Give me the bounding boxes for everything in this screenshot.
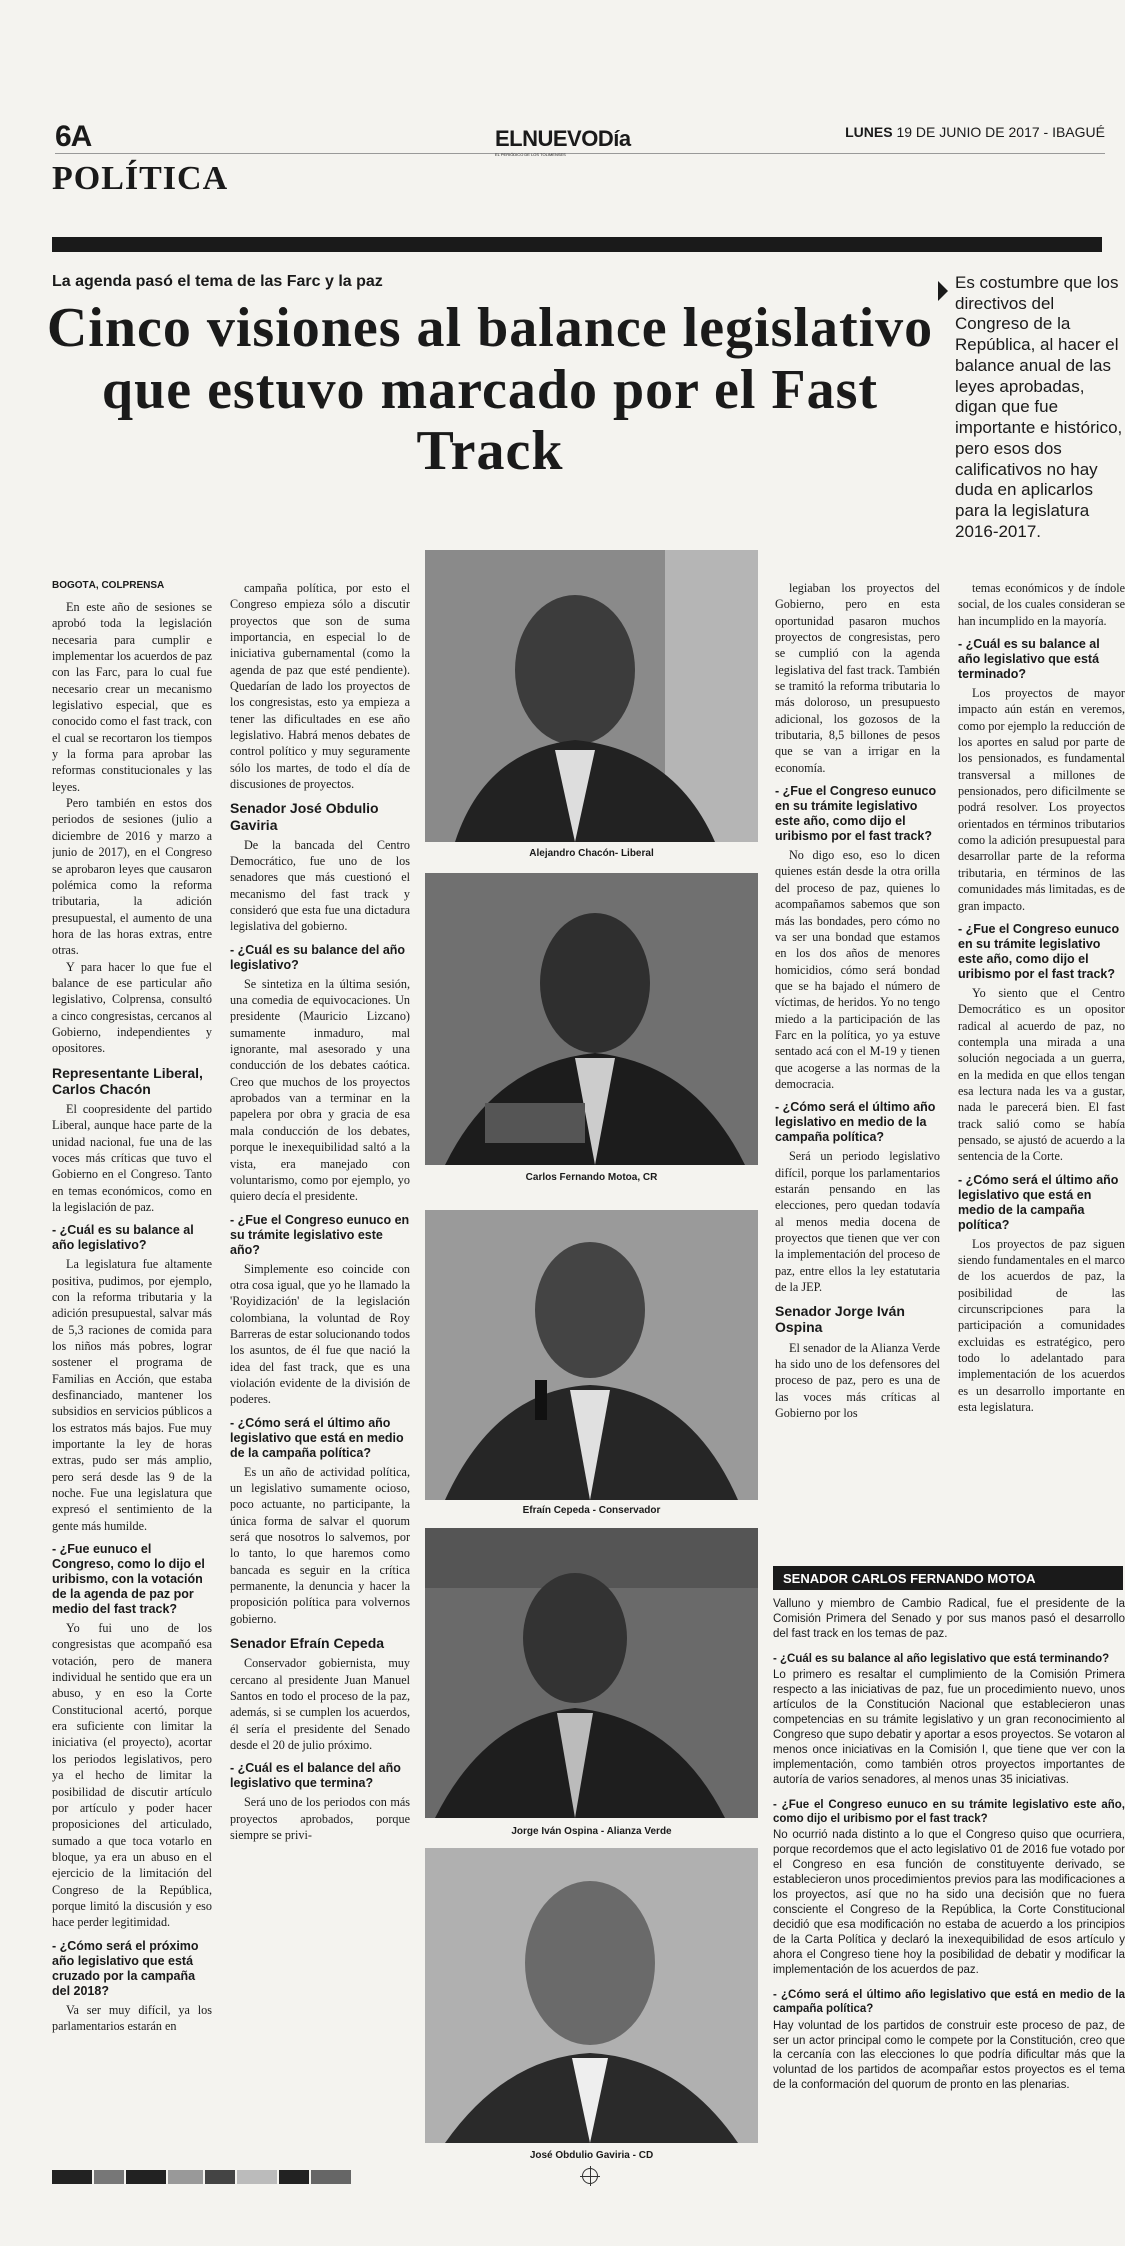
subhead: Senador Jorge Iván Ospina — [775, 1303, 905, 1336]
paragraph: Conservador gobiernista, muy cercano al presidente Juan Manuel Santos en todo el proceso de la paz, además, si se cumplen los acuerdos, él sería el presidente del Senado desde el 20 de julio próximo. — [230, 1656, 410, 1752]
question: - ¿Fue el Congreso eunuco en su trámite legislativo este año, como dijo el uribismo por el fast track? — [958, 921, 1120, 981]
paragraph: Pero también en estos dos periodos de sesiones (julio a diciembre de 2016 y marzo a junio de 2017), en el Congreso se aprobaron leyes que causaron polémica como la reforma tributaria, la adición presupuestal, el aumento de una hora de las horas extras, entre otras. — [52, 796, 212, 958]
question: - ¿Cuál es el balance del año legislativo que termina? — [230, 1761, 401, 1791]
answer: No digo eso, eso lo dicen quienes están desde la otra orilla del proceso de paz, quienes lo acompañamos sabemos que son más las bondades, pero cómo no va ser una bondad que estamos en los dos años de menores homicidios, cómo será bondad que se ha bajado el número de víctimas, de heridos. Yo no tengo miedo a la participación de las Farc en la política, yo ya estuve sentado acá con el M-19 y tienen que acogerse a las normas de la democracia. — [775, 848, 940, 1091]
question: - ¿Cuál es su balance del año legislativo? — [230, 942, 406, 972]
box-question: - ¿Cómo será el último año legislativo que está en medio de la campaña política? — [773, 1988, 1125, 2016]
question: - ¿Fue el Congreso eunuco en su trámite legislativo este año? — [230, 1212, 410, 1257]
answer: Se sintetiza en la última sesión, una comedia de equivocaciones. Un presidente (Mauricio Lizcano) sumamente inmaduro, mal ignorante, mal asesorado y una conducción de los debates caótica. Creo que muchos de los proyectos aprobados van a terminar en la papelera por obra y gracia de esa mala conducción de los debates, porque le inexequibilidad saltó a la vista, era manejado con voluntarismo, como por ejemplo, yo quiero decía el presidente. — [230, 976, 410, 1204]
answer: Los proyectos de mayor impacto aún están en veremos, como por ejemplo la reducción de los aportes en salud por parte de los pensionados, es fundamental transversal a millones de pensionados, pero dificilmente se podrá resolver. Los proyectos orientados en términos tributarios como la adición presupuestal para desarrollar parte de la reforma tributaria, en términos de las comunidades más limitadas, es de gran impacto. — [958, 686, 1125, 913]
answer: Simplemente eso coincide con otra cosa igual, que yo he llamado la 'Royidización' de la legislación colombiana, la voluntad de Roy Barreras de estar solucionando todos los asuntos, de él fue que nació la idea del fast track, que es una violación evidente de la división de poderes. — [230, 1261, 410, 1407]
article-column-1 — [52, 580, 212, 2150]
answer: Es un año de actividad política, un legislativo sumamente ocioso, poco actuante, no participante, la única forma de salvar el quorum será que nosotros lo salvemos, por lo tanto, lo que haremos como bancada es seguir en la crítica permanente, la denuncia y hacer la proposición política para volvernos gobierno. — [230, 1464, 410, 1626]
subhead: Senador José Obdulio Gaviria — [230, 800, 379, 833]
newspaper-logo: ELNUEVODía EL PERIÓDICO DE LOS TOLIMENSES — [495, 126, 631, 157]
section-rule — [52, 237, 1102, 252]
box-answer: Hay voluntad de los partidos de construir este proceso de paz, de ser un actor principal como le compete por la Constitución, creo que la cercanía con las elecciones lo que podría dificultar más que la voluntad de los partidos de acompañar estos proyectos es el tema de la conformación del quorum de pronto en las plenarias. — [773, 2019, 1125, 2092]
triangle-icon — [938, 281, 948, 301]
answer: Los proyectos de paz siguen siendo fundamentales en el marco de los acuerdos de paz, la posibilidad de las circunscripciones para la participación a comunidades excluidas es estratégico, pero todo lo adelantado para implementación de los acuerdos es un desarrollo importante en esta legislatura. — [958, 1236, 1125, 1415]
question: - ¿Cuál es su balance al año legislativo que está terminado? — [958, 637, 1100, 682]
question: - ¿Cómo será el último año legislativo que está en medio de la campaña política? — [230, 1415, 404, 1460]
headline: Cinco visiones al balance legislativo que estuvo marcado por el Fast Track — [46, 297, 934, 483]
answer: Será un periodo legislativo difícil, porque los parlamentarios estarán pensando en las elecciones, pero quedan todavía al menos media docena de proyectos que tienen que ver con la implementación del proceso de paz, entre ellos la ley estatutaria de la JEP. — [775, 1149, 940, 1295]
interview-box-title: SENADOR CARLOS FERNANDO MOTOA — [773, 1566, 1123, 1590]
photo-caption: Jorge Iván Ospina - Alianza Verde — [511, 1826, 672, 1837]
question: - ¿Cómo será el último año legislativo que está en medio de la campaña política? — [958, 1172, 1119, 1232]
article-column-3 — [775, 580, 940, 1555]
question: - ¿Cuál es su balance al año legislativo? — [52, 1223, 194, 1253]
portrait-photo — [425, 1848, 758, 2143]
box-intro: Valluno y miembro de Cambio Radical, fue el presidente de la Comisión Primera del Senado y por sus manos pasó el desarrollo del fast track en los temas de paz. — [773, 1598, 1125, 1640]
portrait-photo — [425, 550, 758, 842]
issue-date: LUNES 19 DE JUNIO DE 2017 - IBAGUÉ — [845, 124, 1105, 140]
photo-caption: José Obdulio Gaviria - CD — [529, 2150, 654, 2161]
box-question: - ¿Cuál es su balance al año legislativo que está terminando? — [773, 1652, 1110, 1665]
portrait-photo — [425, 1210, 758, 1500]
box-answer: No ocurrió nada distinto a lo que el Congreso quiso que ocurriera, porque recordemos que el acto legislativo 01 de 2016 fue votado por el Congreso en esa función de constituyente derivado, se establecieron unos procedimientos previos para las modificaciones a los proyectos, así que no ha sido una decisión que no fuera consciente el Congreso de la República, la Corte Constitucional decidió que esa modificación no estaba de acuerdo a los principios de la Carta Política y declaró la inexequibilidad de esos artículo y ahora el Congreso tiene hoy la posibilidad de debatir y modificar la implementación de los acuerdos de paz. — [773, 1829, 1125, 1976]
page-number: 6A — [55, 120, 92, 153]
kicker: La agenda pasó el tema de las Farc y la paz — [52, 273, 383, 290]
paragraph: campaña política, por esto el Congreso empieza sólo a discutir proyectos que son de suma importancia, en especial lo de iniciativa gubernamental (como la agenda de paz que esté pendiente). Quedarían de lado los proyectos de los congresistas, esto ya empieza a tener las dificultades en ese año legislativo. Habrá menos debates de control político y muy seguramente sólo los martes, de todo el día de discusiones de proyectos. — [230, 581, 410, 792]
photo-caption: Alejandro Chacón- Liberal — [529, 848, 654, 859]
box-question: - ¿Fue el Congreso eunuco en su trámite legislativo este año, como dijo el uribismo por el fast track? — [773, 1798, 1125, 1826]
answer: Yo fui uno de los congresistas que acompañó esa votación, pero de manera individual he sentido que era un abuso, y en eso la Corte Constitucional acertó, porque era suficiente con limitar la iniciativa (el proyecto), acortar los periodos legislativos, pero ya el hecho de limitar la posibilidad de discutir artículo por artículo y poder hacer proposiciones del articulado, sumado a que toca votarlo en bloque, ya era un abuso en el ejercicio de la limitación del Congreso de la República, porque limitó la discusión y eso hace perder legitimidad. — [52, 1621, 212, 1930]
question: - ¿Fue el Congreso eunuco en su trámite legislativo este año, como dijo el uribismo por el fast track? — [775, 784, 937, 844]
subhead: Representante Liberal, Carlos Chacón — [52, 1064, 203, 1097]
photo-caption: Efraín Cepeda - Conservador — [522, 1505, 661, 1516]
box-answer: Lo primero es resaltar el cumplimiento de la Comisión Primera respecto a las iniciativas de paz, fue un procedimiento nuevo, unos artículos de la Constitución Nacional que establecieron unas competencias en su trámite legislativo y un gran reconocimiento al Congreso que supo debatir y aportar a esos proyectos. Se votaron al menos once iniciativas en la Comisión I, que tiene que ver con la implementación, como también otros proyectos importantes de autoría de varios senadores, al menos unas 35 iniciativas. — [773, 1669, 1125, 1786]
question: - ¿Fue eunuco el Congreso, como lo dijo el uribismo, con la votación de la agenda de paz por medio del fast track? — [52, 1542, 205, 1617]
paragraph: Y para hacer lo que fue el balance de ese particular año legislativo, Colprensa, consultó a cinco congresistas, cercanos al Gobierno, independientes y opositores. — [52, 959, 212, 1056]
article-column-2 — [230, 580, 410, 2150]
section-title: POLÍTICA — [52, 160, 229, 197]
paragraph: legiaban los proyectos del Gobierno, pero en esta oportunidad pasaron muchos proyectos de congresistas, pero se cumplió con la agenda legislativa del fast track. También se tramitó la reforma tributaria lo más doloroso, un presupuesto adicional, los gozosos de la tributaria, 8,5 billones de pesos que se van a irrigar en la economía. — [775, 581, 940, 775]
photo-caption: Carlos Fernando Motoa, CR — [525, 1172, 658, 1183]
question: - ¿Cómo será el último año legislativo en medio de la campaña política? — [775, 1100, 936, 1145]
print-color-bar — [52, 2170, 1105, 2184]
paragraph: temas económicos y de índole social, de los cuales consideran se han incumplido en la mayoría. — [958, 581, 1125, 628]
dateline: BOGOTÁ, COLPRENSA — [52, 580, 165, 591]
answer: Yo siento que el Centro Democrático es un opositor radical al acuerdo de paz, no contempla una mirada a una solución negociada a un guerra, en la medida en que ellos tengan esa lectura nada les va a gustar, nada le parecerá bien. El fast track salió como se había pensado, se ajustó de acuerdo a la sentencia de la Corte. — [958, 985, 1125, 1164]
paragraph: En este año de sesiones se aprobó toda la legislación necesaria para cumplir e implementar los acuerdos de paz con las Farc, para lo cual fue necesario crear un mecanismo legislativo especial, que es conocido como el fast track, con el cual se recortaron los tiempos y la forma para aprobar las reformas constitucionales y las leyes. — [52, 600, 212, 794]
answer: Va ser muy difícil, ya los parlamentarios estarán en — [52, 2002, 212, 2033]
interview-box — [773, 1597, 1125, 2162]
subhead: Senador Efraín Cepeda — [230, 1635, 385, 1652]
page-header — [55, 120, 1105, 157]
paragraph: El coopresidente del partido Liberal, aunque hace parte de la unidad nacional, fue una de las voces más críticas que tuvo el Gobierno en el Congreso. Tanto en temas económicos, como en la legislación de paz. — [52, 1101, 212, 1214]
registration-mark-icon — [582, 2168, 598, 2184]
question: - ¿Cómo será el próximo año legislativo que está cruzado por la campaña del 2018? — [52, 1938, 199, 1998]
answer: La legislatura fue altamente positiva, pudimos, por ejemplo, con la reforma tributaria y la adición presupuestal, salvar más de 5,3 raciones de comida para los niños más pobres, lograr sostener el programa de Familias en Acción, que estaba desfinanciado, mantener los subsidios en servicios públicos a los estratos más bajos. Fue muy importante la ley de horas extras, pudo ser más amplio, pero será desde las 9 de la noche. Fue una legislatura que expresó el sentimiento de la gente más humilde. — [52, 1257, 212, 1533]
paragraph: De la bancada del Centro Democrático, fue uno de los senadores que más cuestionó el mecanismo del fast track y consideró que esta fue una dictadura legislativa del gobierno. — [230, 837, 410, 934]
answer: Será uno de los periodos con más proyectos aprobados, porque siempre se privi- — [230, 1795, 410, 1842]
paragraph: El senador de la Alianza Verde ha sido uno de los defensores del proceso de paz, pero es una de las voces más críticas al Gobierno por los — [775, 1340, 940, 1420]
portrait-photo — [425, 1528, 758, 1818]
lead-text: Es costumbre que los directivos del Congreso de la República, al hacer el balance anual de las leyes aprobadas, digan que fue importante e histórico, pero esos dos calificativos no hay duda en aplicarlos para la legislatura 2016-2017. — [955, 273, 1125, 543]
portrait-photo — [425, 873, 758, 1165]
article-column-4 — [958, 580, 1125, 1555]
